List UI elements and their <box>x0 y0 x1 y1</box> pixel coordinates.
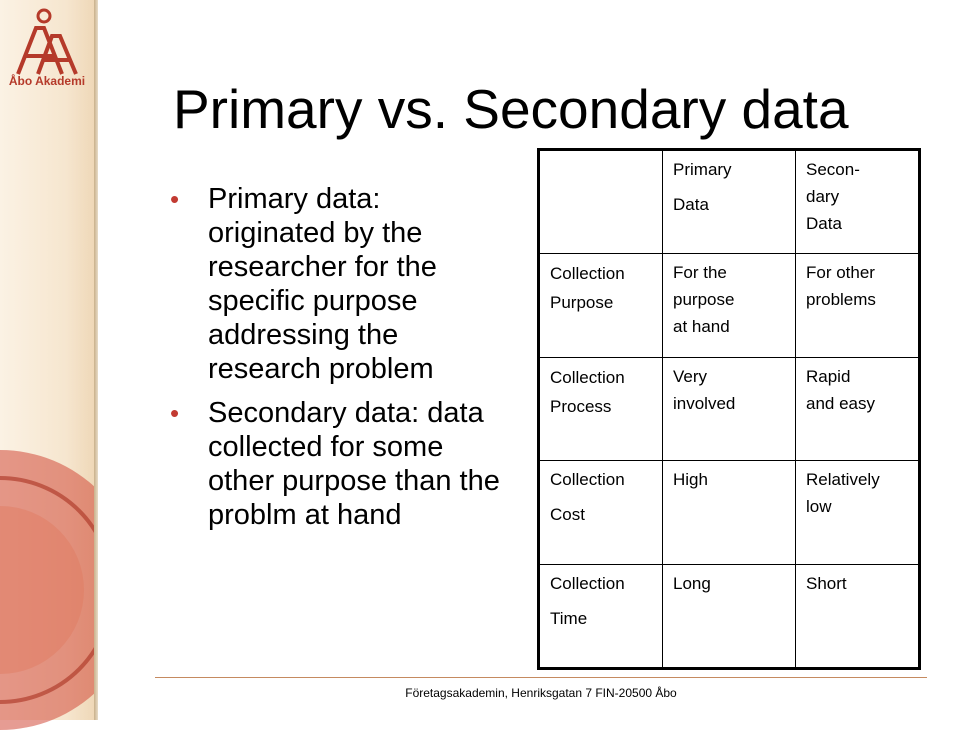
table-cell <box>663 254 796 358</box>
table-cell <box>796 254 920 358</box>
table-cell-line: Process <box>550 397 612 416</box>
table-cell-line: Primary <box>673 160 732 179</box>
bullet-item <box>170 396 510 532</box>
table-row-label <box>539 565 663 669</box>
table-header-cell <box>663 150 796 254</box>
table-row <box>539 565 920 669</box>
table-cell <box>663 461 796 565</box>
table-cell-line: low <box>806 497 832 516</box>
table-cell-line: purpose <box>673 290 735 309</box>
comparison-table <box>537 148 921 670</box>
table-cell-line: Collection <box>550 368 625 387</box>
footer-divider <box>155 677 927 678</box>
table-cell-line: For the <box>673 263 727 282</box>
bullet-text: Primary data: originated by the researcher for the specific purpose addressing the research problem <box>208 183 437 385</box>
table-header-cell <box>796 150 920 254</box>
table-cell-line: Data <box>806 214 842 233</box>
table-cell-line: High <box>673 470 708 489</box>
table-row-label <box>539 461 663 565</box>
bullet-list <box>170 182 510 542</box>
table-row-label <box>539 358 663 461</box>
table-cell-line: Data <box>673 195 709 214</box>
table-cell-line: involved <box>673 394 736 413</box>
table-cell <box>539 150 663 254</box>
table-row <box>539 461 920 565</box>
table-cell-line: problems <box>806 290 876 309</box>
university-seal-icon <box>0 440 94 740</box>
table-cell-line: Rapid <box>806 367 851 386</box>
left-decorative-band <box>0 0 94 720</box>
table-cell-line: at hand <box>673 317 730 336</box>
table-cell <box>796 461 920 565</box>
bullet-dot-icon: • <box>170 398 180 428</box>
slide-title: Primary vs. Secondary data <box>173 78 849 140</box>
table-header-row <box>539 150 920 254</box>
left-band-edge <box>94 0 98 720</box>
table-cell-line: Collection <box>550 264 625 283</box>
table-cell-line: Relatively <box>806 470 880 489</box>
table-cell-line: Time <box>550 609 588 628</box>
table-cell-line: Cost <box>550 505 585 524</box>
table-cell-line: For other <box>806 263 875 282</box>
table-cell-line: Short <box>806 574 847 593</box>
table-cell <box>663 358 796 461</box>
table-row <box>539 254 920 358</box>
table-row-label <box>539 254 663 358</box>
table-cell-line: Collection <box>550 470 625 489</box>
table-cell-line: Purpose <box>550 293 614 312</box>
bullet-item <box>170 182 510 386</box>
bullet-dot-icon: • <box>170 184 180 214</box>
table-cell <box>796 565 920 669</box>
footer-text: Företagsakademin, Henriksgatan 7 FIN-20500 Åbo <box>405 686 677 700</box>
table-cell <box>796 358 920 461</box>
table-cell-line: Secon- <box>806 160 860 179</box>
bullet-text: Secondary data: data collected for some other purpose than the problm at hand <box>208 397 500 531</box>
table-cell-line: dary <box>806 187 840 206</box>
table-row <box>539 358 920 461</box>
logo-text: Åbo Akademi <box>8 74 86 88</box>
table-cell-line: Very <box>673 367 708 386</box>
table-cell <box>663 565 796 669</box>
table-cell-line: Collection <box>550 574 625 593</box>
table-cell-line: Long <box>673 574 711 593</box>
table-cell-line: and easy <box>806 394 875 413</box>
